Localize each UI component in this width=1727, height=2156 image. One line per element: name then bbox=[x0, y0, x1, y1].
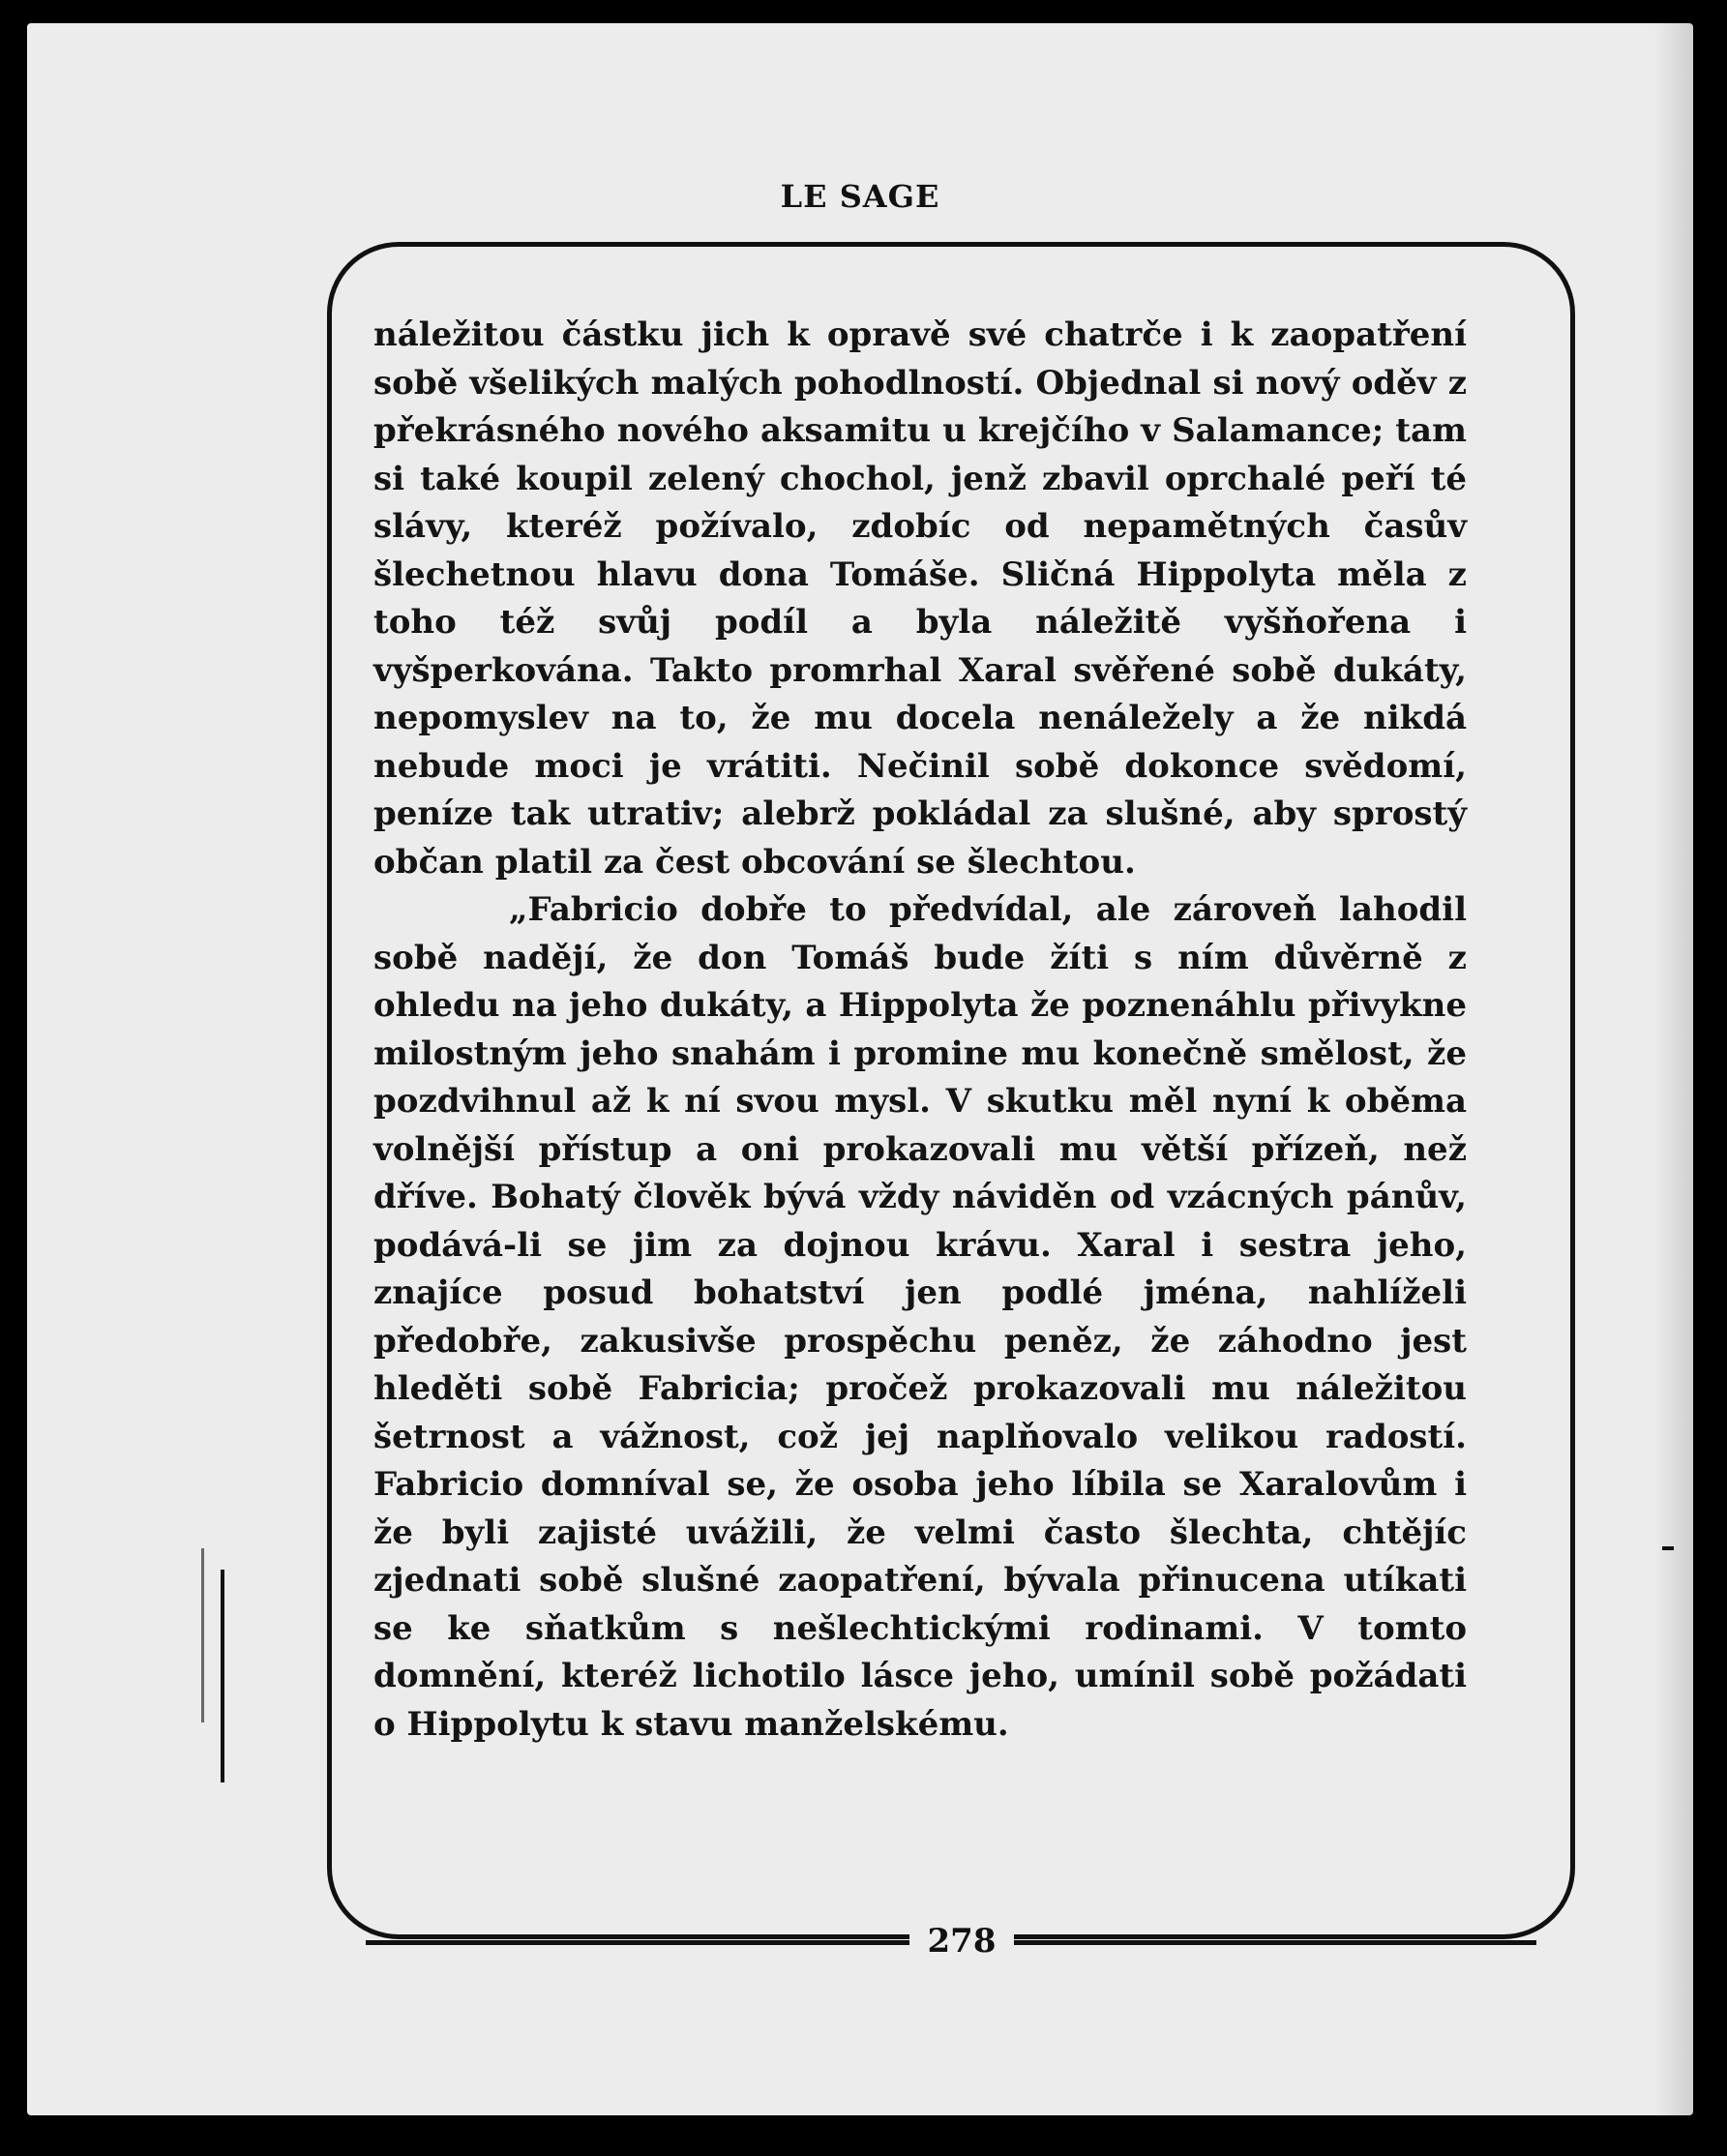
page-number: 278 bbox=[909, 1922, 1014, 1961]
footer-rule-right bbox=[1014, 1940, 1536, 1945]
paragraph: náležitou částku jich k opravě své chatrče i k zaopatření sobě všelikých malých pohodlností. Objednal si nový oděv z překrásného nového aksamitu u krejčího v Salamance; tam si také koupil zelený chochol, jenž zbavil oprchalé peří té slávy, kteréž požívalo, zdobíc od nepamětných časův šlechetnou hlavu dona Tomáše. Sličná Hippolyta měla z toho též svůj podíl a byla náležitě vyšňořena i vyšperkována. Takto promrhal Xaral svěřené sobě dukáty, nepomyslev na to, že mu docela nenáležely a že nikdá nebude moci je vrátiti. Nečinil sobě dokonce svědomí, peníze tak utrativ; alebrž pokládal za slušné, aby sprostý občan platil za čest obcování se šlechtou. bbox=[373, 315, 1467, 882]
running-head: LE SAGE bbox=[780, 178, 940, 215]
paragraph: „Fabricio dobře to předvídal, ale zároveň lahodil sobě nadějí, že don Tomáš bude žíti s ním důvěrně z ohledu na jeho dukáty, a Hippolyta že poznenáhlu přivykne milostným jeho snahám i promine mu konečně smělost, že pozdvihnul až k ní svou mysl. V skutku měl nyní k oběma volnější přístup a oni prokazovali mu větší přízeň, než dříve. Bohatý člověk bývá vždy náviděn od vzácných pánův, podává-li se jim za dojnou krávu. Xaral i sestra jeho, znajíce posud bohatství jen podlé jména, nahlíželi předobře, zakusivše prospěchu peněz, že záhodno jest hleděti sobě Fabricia; pročež prokazovali mu náležitou šetrnost a vážnost, což jej naplňovalo velikou radostí. Fabricio domníval se, že osoba jeho líbila se Xaralovům i že byli zajisté uvážili, že velmi často šlechta, chtějíc zjednati sobě slušné zaopatření, bývala přinucena utíkati se ke sňatkům s nešlechtickými rodinami. V tomto domnění, kteréž lichotilo lásce jeho, umínil sobě požádati o Hippolytu k stavu manželskému. bbox=[373, 890, 1467, 1744]
footer-rule-left bbox=[366, 1940, 909, 1945]
scan-mark bbox=[221, 1570, 224, 1782]
body-text bbox=[373, 312, 1467, 1749]
scan-mark bbox=[1662, 1546, 1674, 1550]
page-edge-shadow bbox=[1654, 23, 1693, 2115]
scan-mark bbox=[201, 1548, 204, 1722]
